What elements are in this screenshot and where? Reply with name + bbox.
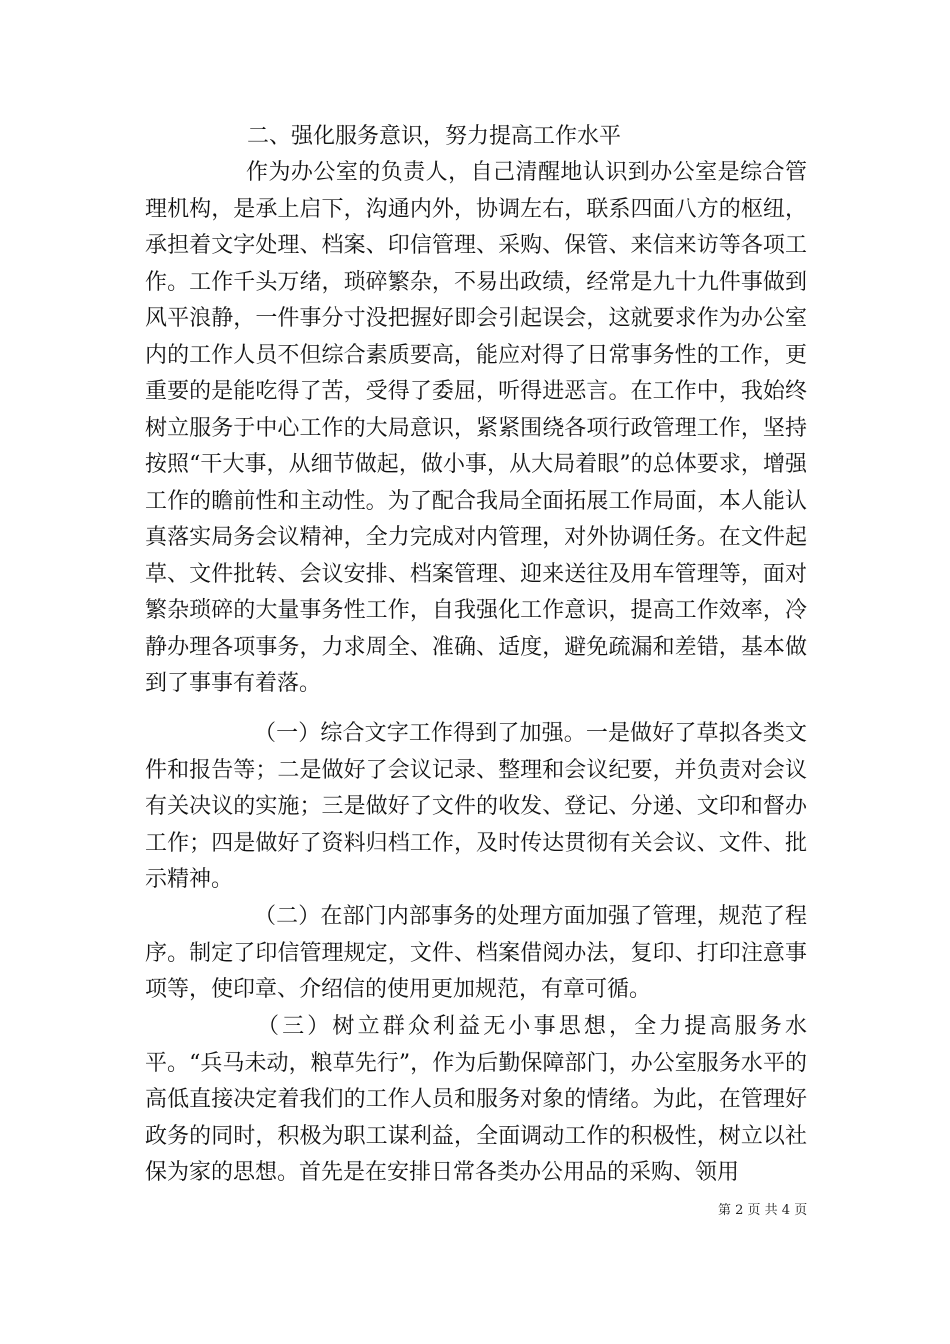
- paragraph-internal-affairs: （二）在部门内部事务的处理方面加强了管理，规范了程序。制定了印信管理规定，文件、档案借阅办法，复印、打印注意事项等，使印章、介绍信的使用更加规范，有章可循。: [145, 904, 807, 1002]
- page-number-footer: 第 2 页 共 4 页: [718, 1203, 808, 1218]
- section-heading: 二、强化服务意识，努力提高工作水平: [247, 124, 622, 149]
- paragraph-office-responsibility: 作为办公室的负责人，自己清醒地认识到办公室是综合管理机构，是承上启下，沟通内外，协调左右，联系四面八方的枢纽，承担着文字处理、档案、印信管理、采购、保管、来信来访等各项工作。工作千头万绪，琐碎繁杂，不易出政绩，经常是九十九件事做到风平浪静，一件事分寸没把握好即会引起误会，这就要求作为办公室内的工作人员不但综合素质要高，能应对得了日常事务性的工作，更重要的是能吃得了苦，受得了委屈，听得进恶言。在工作中，我始终树立服务于中心工作的大局意识，紧紧围绕各项行政管理工作，坚持按照“干大事，从细节做起，做小事，从大局着眼”的总体要求，增强工作的瞻前性和主动性。为了配合我局全面拓展工作局面，本人能认真落实局务会议精神，全力完成对内管理，对外协调任务。在文件起草、文件批转、会议安排、档案管理、迎来送往及用车管理等，面对繁杂琐碎的大量事务性工作，自我强化工作意识，提高工作效率，冷静办理各项事务，力求周全、准确、适度，避免疏漏和差错，基本做到了事事有着落。: [145, 160, 807, 696]
- paragraph-writing-work: （一）综合文字工作得到了加强。一是做好了草拟各类文件和报告等；二是做好了会议记录、整理和会议纪要，并负责对会议有关决议的实施；三是做好了文件的收发、登记、分递、文印和督办工作；四是做好了资料归档工作，及时传达贯彻有关会议、文件、批示精神。: [145, 721, 807, 892]
- paragraph-service-level: （三）树立群众利益无小事思想，全力提高服务水平。“兵马未动，粮草先行”，作为后勤保障部门，办公室服务水平的高低直接决定着我们的工作人员和服务对象的情绪。为此，在管理好政务的同时，积极为职工谋利益，全面调动工作的积极性，树立以社保为家的思想。首先是在安排日常各类办公用品的采购、领用: [145, 1014, 807, 1185]
